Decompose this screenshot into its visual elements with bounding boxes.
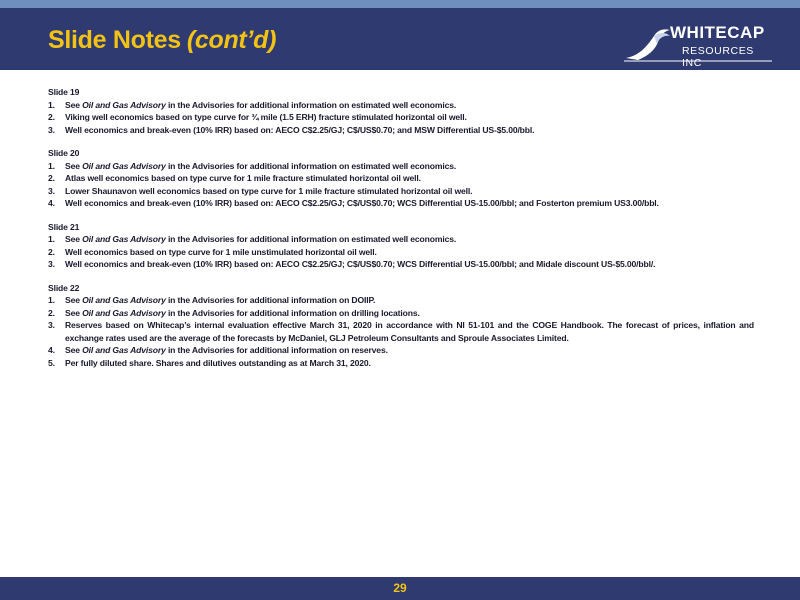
whitecap-logo [624, 22, 772, 69]
note-text-pre: Viking well economics based on type curve for ¾ mile (1.5 ERH) fracture stimulated horizontal oil well. [65, 112, 467, 122]
note-text-pre: Lower Shaunavon well economics based on type curve for 1 mile fracture stimulated horizontal oil well. [65, 185, 473, 196]
note-number: 4. [48, 345, 55, 355]
note-item [48, 111, 754, 124]
note-text-pre: See [65, 345, 83, 355]
note-text-pre: Well economics based on type curve for 1 mile unstimulated horizontal oil well. [65, 246, 377, 257]
note-item [48, 294, 754, 307]
note-text-post: in the Advisories for additional information on estimated well economics. [165, 160, 457, 171]
note-item [48, 233, 754, 246]
note-text [65, 319, 754, 344]
note-text [65, 357, 754, 370]
note-text-pre: See [65, 295, 83, 305]
note-text [65, 111, 754, 124]
note-item [48, 124, 754, 137]
note-number: 2. [48, 307, 55, 318]
note-item [48, 197, 754, 210]
note-number: 1. [48, 295, 55, 305]
note-text-post: in the Advisories for additional information on reserves. [165, 345, 388, 355]
note-item [48, 258, 754, 271]
note-text [65, 99, 754, 112]
page-title [48, 26, 276, 55]
note-number: 3. [48, 124, 55, 135]
note-text-pre: Well economics and break-even (10% IRR) based on: AECO C$2.25/GJ; C$/US$0.70; WCS Differential US-15.00/bbl; and Fosterton premium US3.00/bbl. [65, 198, 659, 208]
note-text-emphasis: Oil and Gas Advisory [82, 234, 166, 244]
notes-section [48, 221, 754, 271]
note-text-pre: Well economics and break-even (10% IRR) based on: AECO C$2.25/GJ; C$/US$0.70; WCS Differential US-15.00/bbl; and Midale discount US-$5.00/bbl/. [65, 259, 656, 269]
section-title: Slide 20 [48, 148, 80, 158]
note-text [65, 197, 754, 210]
notes-section [48, 282, 754, 370]
note-item [48, 344, 754, 357]
note-item [48, 307, 754, 320]
note-text-emphasis: Oil and Gas Advisory [82, 99, 166, 110]
note-text [65, 258, 754, 271]
slide-footer [0, 577, 800, 600]
note-text [65, 185, 754, 198]
logo-subline: RESOURCES INC [682, 45, 754, 69]
note-text-pre: Atlas well economics based on type curve for 1 mile fracture stimulated horizontal oil well. [65, 173, 421, 183]
note-number: 1. [48, 99, 55, 110]
slide-notes-body [48, 86, 754, 380]
notes-section [48, 147, 754, 210]
note-text [65, 246, 754, 259]
note-text [65, 307, 754, 320]
note-number: 3. [48, 320, 55, 330]
note-item [48, 99, 754, 112]
note-item [48, 172, 754, 185]
note-text-pre: Per fully diluted share. Shares and dilutives outstanding as at March 31, 2020. [65, 357, 371, 368]
note-text [65, 344, 754, 357]
note-text-post: in the Advisories for additional information on DOIIP. [165, 295, 376, 305]
note-text [65, 233, 754, 246]
slide-header [0, 8, 800, 70]
notes-section [48, 86, 754, 136]
note-text-emphasis: Oil and Gas Advisory [82, 160, 166, 171]
top-accent-strip [0, 0, 800, 8]
note-text-emphasis: Oil and Gas Advisory [82, 345, 166, 355]
note-item [48, 357, 754, 370]
note-text-pre: See [65, 234, 83, 244]
page-title-main: Slide Notes [48, 26, 181, 54]
note-number: 2. [48, 246, 55, 257]
note-item [48, 160, 754, 173]
note-number: 1. [48, 234, 55, 244]
note-item [48, 246, 754, 259]
note-item [48, 319, 754, 344]
note-number: 2. [48, 173, 55, 183]
note-text-pre: Reserves based on Whitecap’s internal evaluation effective March 31, 2020 in accordance with NI 51-101 and the COGE Handbook. The forecast of prices, inflation and exchange rates used are the average of the forecasts by McDaniel, GLJ Petroleum Consultants and Sproule Associates Limited. [65, 320, 754, 343]
note-text-pre: See [65, 99, 83, 110]
note-number: 4. [48, 198, 55, 208]
note-text-emphasis: Oil and Gas Advisory [82, 295, 166, 305]
note-number: 3. [48, 185, 55, 196]
section-title: Slide 19 [48, 87, 80, 97]
logo-wordmark: WHITECAP [670, 23, 765, 42]
note-text-post: in the Advisories for additional information on estimated well economics. [165, 99, 457, 110]
note-number: 1. [48, 160, 55, 171]
note-text-pre: Well economics and break-even (10% IRR) based on: AECO C$2.25/GJ; C$/US$0.70; and MSW Differential US-$5.00/bbl. [65, 124, 535, 135]
note-text [65, 294, 754, 307]
note-text [65, 172, 754, 185]
note-number: 3. [48, 259, 55, 269]
section-title: Slide 21 [48, 221, 80, 232]
note-item [48, 185, 754, 198]
note-number: 5. [48, 357, 55, 368]
note-number: 2. [48, 112, 55, 122]
page-number: 29 [393, 581, 407, 595]
note-text-post: in the Advisories for additional information on drilling locations. [165, 307, 420, 318]
note-text-pre: See [65, 160, 83, 171]
note-text [65, 124, 754, 137]
note-text-emphasis: Oil and Gas Advisory [82, 307, 166, 318]
note-text-post: in the Advisories for additional information on estimated well economics. [165, 234, 457, 244]
section-title: Slide 22 [48, 282, 80, 293]
page-title-suffix: (cont’d) [186, 26, 277, 54]
note-text-pre: See [65, 307, 83, 318]
note-text [65, 160, 754, 173]
